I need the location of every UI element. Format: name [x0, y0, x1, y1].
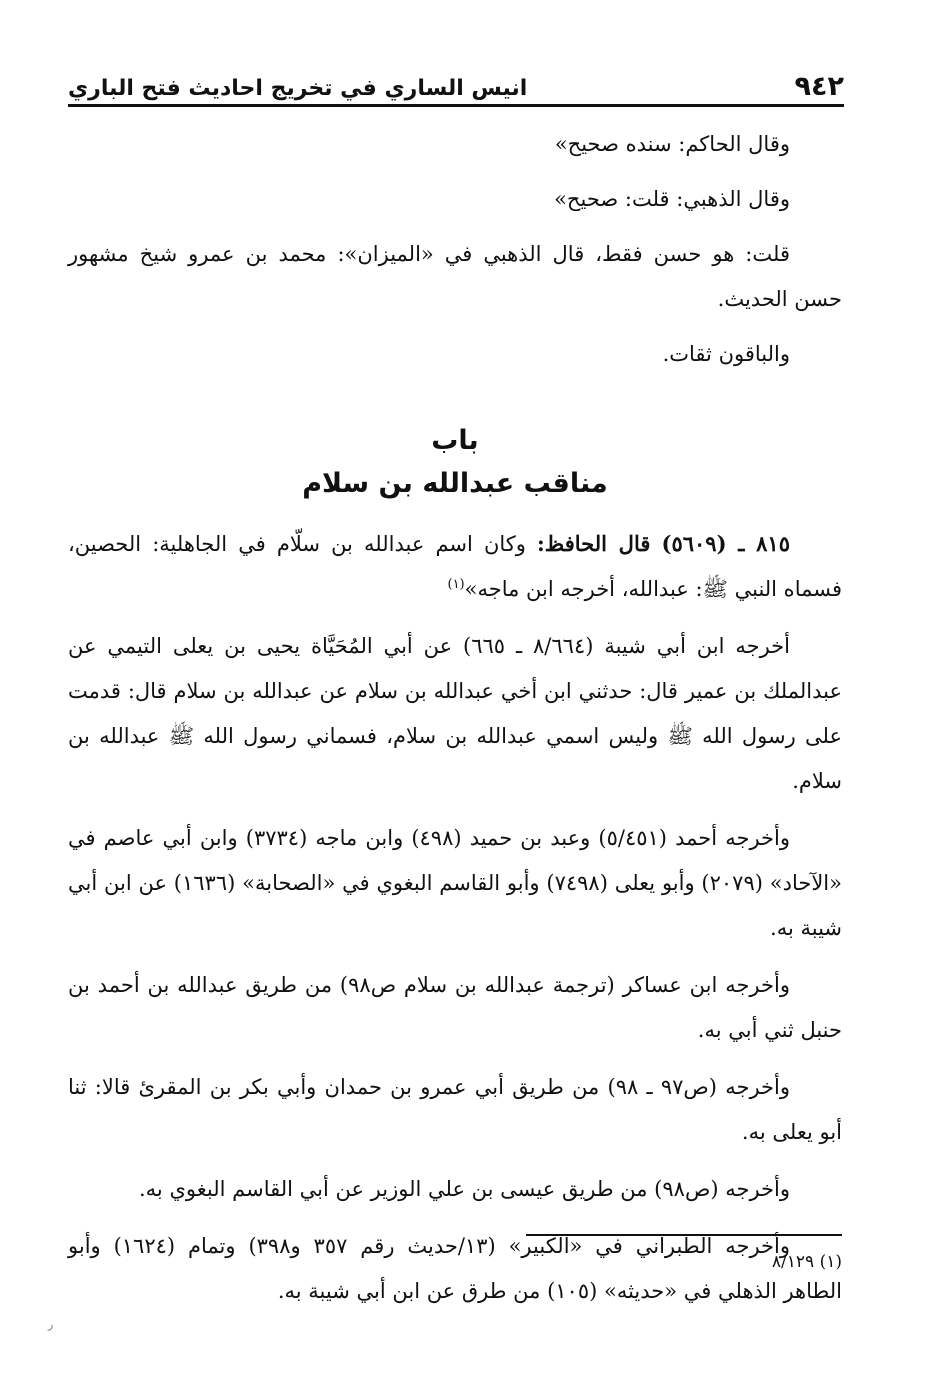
footnote-marker-text: (١): [819, 1252, 842, 1272]
footnote-rule: [526, 1234, 842, 1236]
paragraph-takhrij-4: وأخرجه (ص٩٧ ـ ٩٨) من طريق أبي عمرو بن حمدان وأبي بكر بن المقرئ قالا: ثنا أبو يعلى به.: [68, 1075, 842, 1144]
footnote: [102, 1250, 842, 1274]
paragraph-takhrij-5: وأخرجه (ص٩٨) من طريق عيسى بن علي الوزير عن أبي القاسم البغوي به.: [139, 1177, 790, 1201]
entry-label: قال الحافظ:: [537, 531, 651, 556]
footnote-text: ٨/١٢٩: [771, 1252, 815, 1272]
paragraph-trustworthy: والباقون ثقات.: [662, 342, 790, 366]
chapter-title: مناقب عبدالله بن سلام: [302, 468, 608, 499]
section-heading: [68, 421, 842, 507]
scan-mark: ر: [48, 1318, 54, 1331]
footnote-marker: (١): [447, 577, 465, 592]
page-number: ٩٤٢: [794, 71, 844, 102]
page-content: [68, 122, 842, 1314]
paragraph-takhrij-2: وأخرجه أحمد (٥/٤٥١) وعبد بن حميد (٤٩٨) وابن ماجه (٣٧٣٤) وابن أبي عاصم في «الآحاد» (٢٠٧٩) وأبو يعلى (٧٤٩٨) وأبو القاسم البغوي في «الصحابة» (١٦٣٦) عن ابن أبي شيبة به.: [68, 826, 842, 940]
paragraph-takhrij-6: وأخرجه الطبراني في «الكبير» (١٣/حديث رقم ٣٥٧ و٣٩٨) وتمام (١٦٢٤) وأبو الطاهر الذهلي في «حديثه» (١٠٥) من طرق عن ابن أبي شيبة به.: [68, 1234, 842, 1303]
page-header: [68, 62, 844, 100]
paragraph-hakim: وقال الحاكم: سنده صحيح»: [554, 132, 790, 156]
paragraph-dhahabi: وقال الذهبي: قلت: صحيح»: [554, 187, 790, 211]
chapter-word: باب: [431, 425, 479, 456]
header-rule: [68, 104, 844, 107]
paragraph-takhrij-3: وأخرجه ابن عساكر (ترجمة عبدالله بن سلام ص٩٨) من طريق عبدالله بن أحمد بن حنبل ثني أبي به.: [68, 973, 842, 1042]
paragraph-comment: قلت: هو حسن فقط، قال الذهبي في «الميزان»: محمد بن عمرو شيخ مشهور حسن الحديث.: [68, 242, 842, 311]
paragraph-takhrij-1: أخرجه ابن أبي شيبة (٨/٦٦٤ ـ ٦٦٥) عن أبي المُحَيَّاة يحيى بن يعلى التيمي عن عبدالملك بن عمير قال: حدثني ابن أخي عبدالله بن سلام عن عبدالله بن سلام قال: قدمت على رسول الله ﷺ وليس اسمي عبدالله بن سلام، فسماني رسول الله ﷺ عبدالله بن سلام.: [68, 634, 842, 793]
entry-number: ٨١٥ ـ (٥٦٠٩): [661, 531, 790, 556]
entry-paragraph: [68, 521, 842, 612]
entry-text: وكان اسم عبدالله بن سلّام في الجاهلية: الحصين، فسماه النبي ﷺ: عبدالله، أخرجه ابن ماجه»: [68, 532, 842, 601]
running-title: انيس الساري في تخريج احاديث فتح الباري: [68, 76, 528, 101]
